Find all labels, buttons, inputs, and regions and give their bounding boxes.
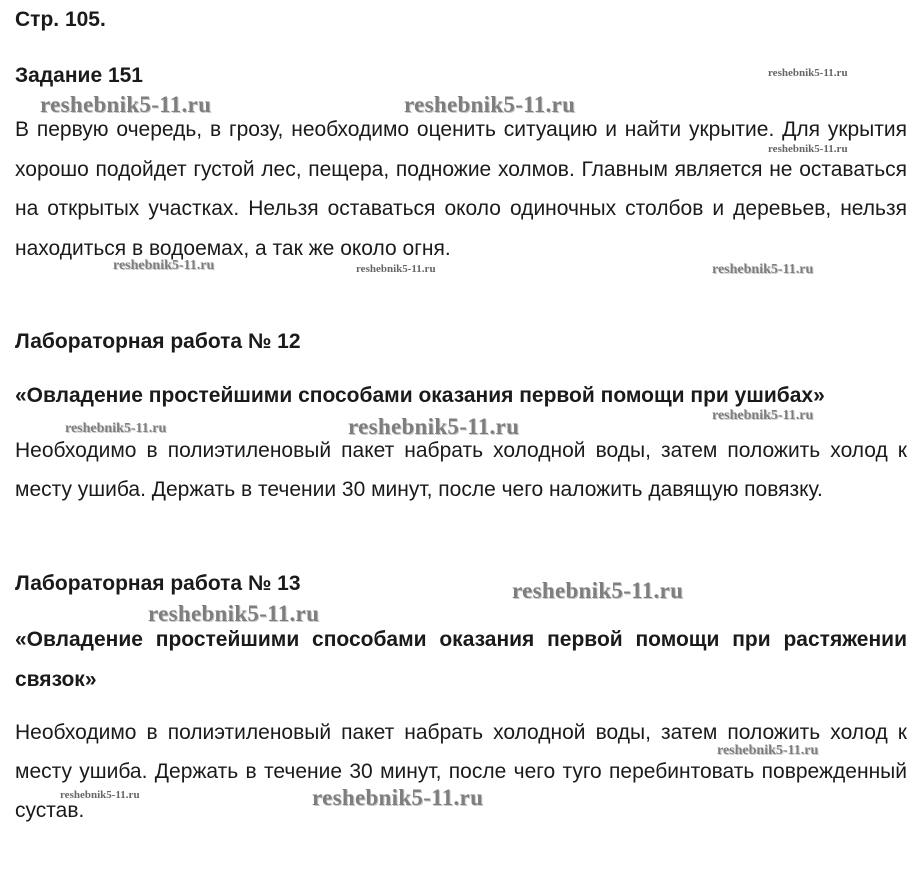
- watermark: reshebnik5-11.ru: [717, 743, 819, 758]
- watermark: reshebnik5-11.ru: [712, 262, 814, 277]
- watermark: reshebnik5-11.ru: [40, 92, 212, 117]
- watermark: reshebnik5-11.ru: [60, 789, 140, 801]
- lab13-subtitle: «Овладение простейшими способами оказания первой помощи при растяжении связок»: [15, 628, 907, 691]
- watermark: reshebnik5-11.ru: [65, 421, 167, 436]
- watermark: reshebnik5-11.ru: [768, 143, 848, 155]
- page-number: Стр. 105.: [15, 8, 106, 31]
- watermark: reshebnik5-11.ru: [768, 67, 848, 79]
- watermark: reshebnik5-11.ru: [113, 258, 215, 273]
- watermark: reshebnik5-11.ru: [312, 785, 484, 810]
- watermark: reshebnik5-11.ru: [404, 92, 576, 117]
- watermark: reshebnik5-11.ru: [512, 578, 684, 603]
- lab13-title: Лабораторная работа № 13: [15, 572, 301, 595]
- watermark: reshebnik5-11.ru: [712, 408, 814, 423]
- lab12-text: Необходимо в полиэтиленовый пакет набрать холодной воды, затем положить холод к месту ушиба. Держать в течении 30 минут, после чего наложить давящую повязку.: [15, 439, 907, 501]
- task-title: Задание 151: [15, 64, 143, 87]
- watermark: reshebnik5-11.ru: [148, 601, 320, 626]
- lab13-text: Необходимо в полиэтиленовый пакет набрать холодной воды, затем положить холод к месту ушиба. Держать в течение 30 минут, после чего туго перебинтовать поврежденный сустав.: [15, 721, 907, 822]
- lab12-title: Лабораторная работа № 12: [15, 330, 301, 353]
- watermark: reshebnik5-11.ru: [348, 414, 520, 439]
- task-text: В первую очередь, в грозу, необходимо оценить ситуацию и найти укрытие. Для укрытия хорошо подойдет густой лес, пещера, подножие холмов. Главным является не оставаться на открытых участках. Нельзя оставаться около одиночных столбов и деревьев, нельзя находиться в водоемах, а так же около огня.: [15, 118, 907, 260]
- watermark: reshebnik5-11.ru: [356, 263, 436, 275]
- lab12-subtitle: «Овладение простейшими способами оказания первой помощи при ушибах»: [15, 384, 825, 407]
